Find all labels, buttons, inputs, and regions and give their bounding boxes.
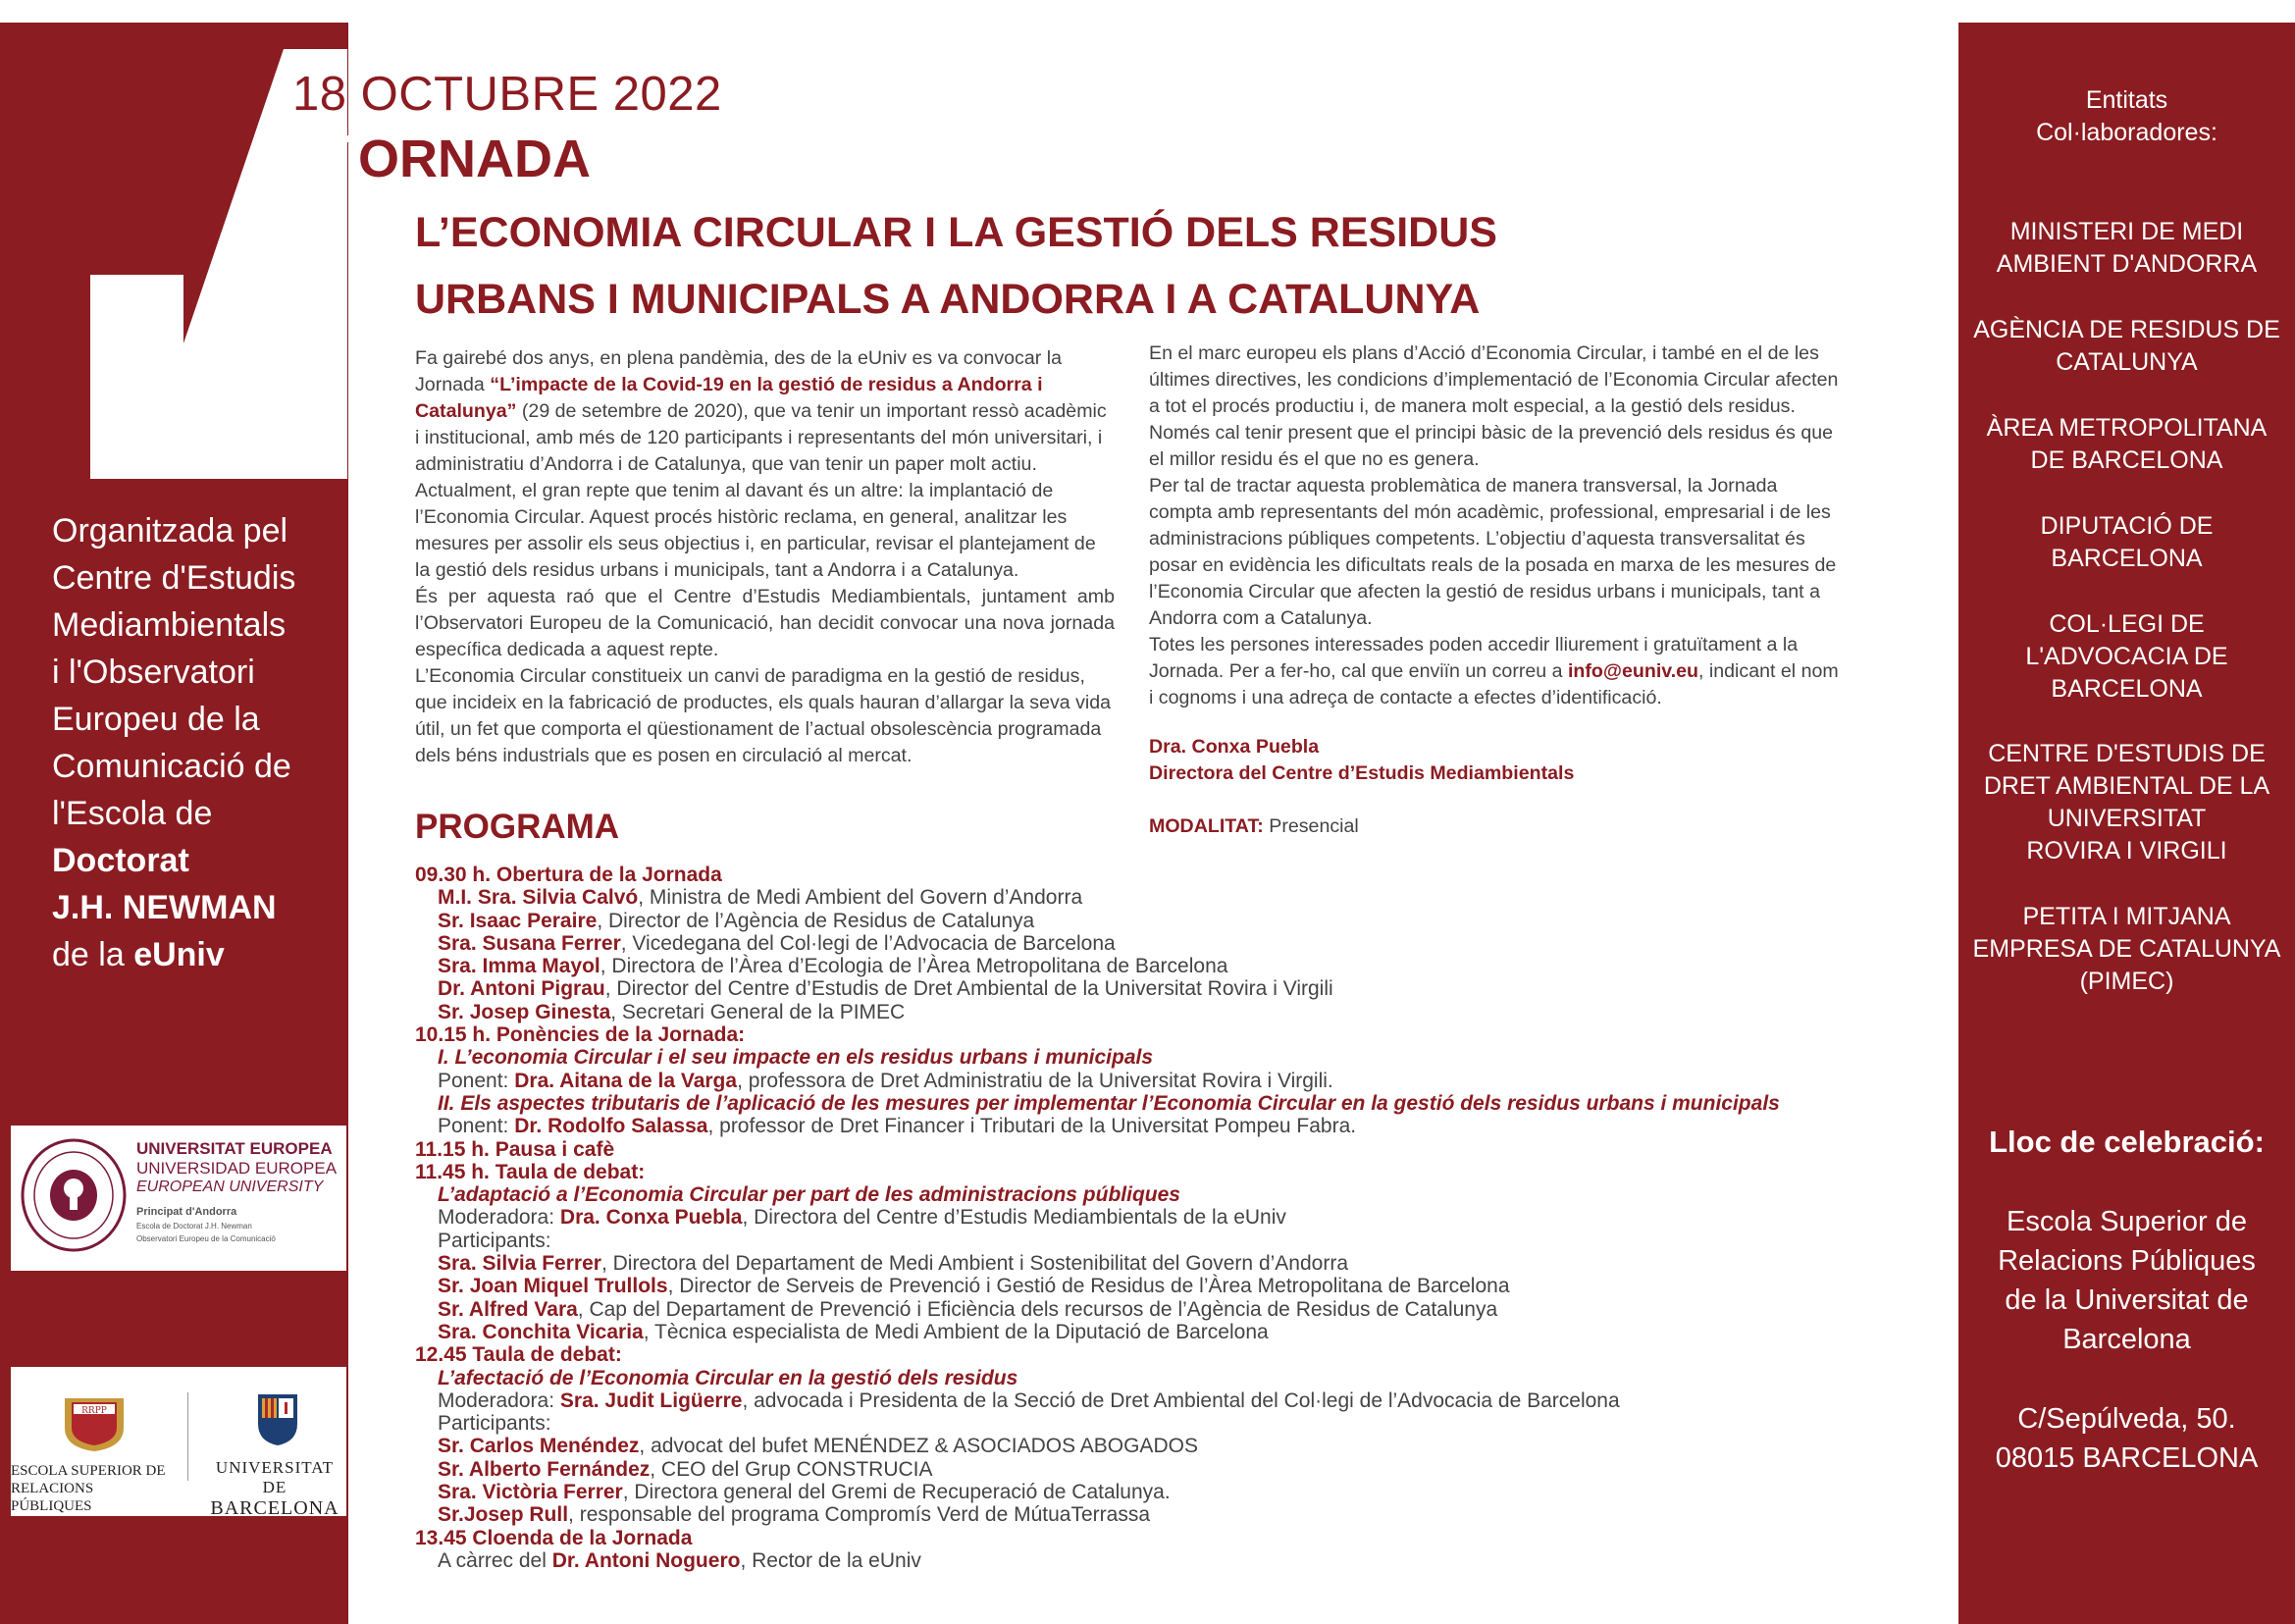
- org-line: Organitzada pel: [52, 512, 288, 550]
- speaker-line: [415, 886, 1946, 909]
- collaborator-entity-line: (PIMEC): [2079, 968, 2174, 995]
- schedule-time-heading: [415, 1527, 1946, 1549]
- venue-address: [1962, 1399, 2291, 1478]
- speaker-description: , professora de Dret Administratiu de la Universitat Rovira i Virgili.: [737, 1069, 1333, 1092]
- speaker-line: [415, 1115, 1946, 1137]
- speaker-name: Dr. Antoni Noguero: [551, 1548, 741, 1572]
- speaker-description: , Vicedegana del Col·legi de l’Advocacia de Barcelona: [620, 931, 1116, 955]
- org-newman: J.H. NEWMAN: [52, 889, 277, 926]
- speaker-description: , Rector de la eUniv: [740, 1548, 921, 1572]
- session-title: [415, 1046, 1946, 1069]
- speaker-name: Dr. Antoni Pigrau: [438, 977, 605, 1001]
- intro-paragraph: L’Economia Circular constitueix un canvi de paradigma en la gestió de residus, que incideix en la fabricació de productes, els quals hauran d’allargar la seva vida útil, un fet que comporta el qüestionament de l’actual obsolescència programada dels béns industrials que es posen en circulació al mercat.: [415, 665, 1112, 766]
- collaborator-entity-line: ROVIRA I VIRGILI: [2026, 837, 2227, 864]
- collaborator-entity-line: CENTRE D'ESTUDIS DE: [1988, 740, 2266, 767]
- speaker-name: Sr. Josep Ginesta: [438, 1000, 611, 1023]
- speaker-name: Sr. Carlos Menéndez: [438, 1435, 640, 1458]
- speaker-description: , Directora de l’Àrea d’Ecologia de l’Àrea Metropolitana de Barcelona: [600, 955, 1228, 978]
- speaker-line: [415, 1481, 1946, 1503]
- logo1-line2: UNIVERSIDAD EUROPEA: [136, 1159, 338, 1178]
- speaker-line: [415, 1503, 1946, 1526]
- participants-label: [415, 1230, 1946, 1252]
- signature-name: Dra. Conxa Puebla: [1149, 736, 1320, 758]
- speaker-role-prefix: Moderadora:: [438, 1206, 560, 1230]
- programa-schedule: [415, 864, 1946, 1572]
- org-line: Mediambientals: [52, 606, 287, 644]
- speaker-line: [415, 977, 1946, 1000]
- speaker-line: [415, 1206, 1946, 1229]
- venue-line: Escola Superior de: [2006, 1206, 2248, 1237]
- collaborator-entity-line: EMPRESA DE CATALUNYA: [1972, 935, 2281, 963]
- speaker-line: [415, 1435, 1946, 1457]
- contact-email-link[interactable]: info@euniv.eu: [1567, 660, 1699, 682]
- session-title-text: L’afectació de l’Economia Circular en la gestió dels residus: [438, 1366, 1018, 1389]
- session-title: [415, 1092, 1946, 1115]
- svg-text:RRPP: RRPP: [81, 1406, 107, 1416]
- speaker-role-prefix: A càrrec del: [438, 1548, 552, 1572]
- universitat-europea-logo: [11, 1126, 346, 1271]
- collaborators-heading: [1962, 84, 2291, 149]
- intro-text: , indicant el nom i cognoms i una adreça de contacte a efectes d’identificació.: [1149, 660, 1839, 708]
- participants-label-text: Participants:: [438, 1229, 551, 1252]
- schedule-time-heading: [415, 864, 1946, 886]
- esrp-line1: ESCOLA SUPERIOR DE: [11, 1463, 166, 1479]
- collaborator-entity: [1962, 901, 2291, 998]
- speaker-description: , advocada i Presidenta de la Secció de Dret Ambiental del Col·legi de l’Advocacia de Barcelona: [742, 1388, 1620, 1412]
- speaker-role-prefix: Ponent:: [438, 1115, 515, 1138]
- speaker-name: Dra. Conxa Puebla: [559, 1206, 743, 1230]
- org-doctorat: Doctorat: [52, 842, 189, 879]
- intro-paragraph: És per aquesta raó que el Centre d’Estudis Mediambientals, juntament amb l’Observatori Europeu de la Comunicació, han decidit convocar una nova jornada específica dedicada a aquest repte.: [415, 586, 1115, 660]
- speaker-description: , Cap del Departament de Prevenció i Eficiència dels recursos de l’Agència de Residus de Catalunya: [577, 1297, 1498, 1321]
- venue-name: [1962, 1202, 2291, 1359]
- session-title-text: II. Els aspectes tributaris de l’aplicació de les mesures per implementar l’Economia Circular en la gestió dels residus urbans i municipals: [438, 1091, 1780, 1115]
- schedule-time-text: 13.45 Cloenda de la Jornada: [415, 1526, 693, 1549]
- schedule-time-text: 12.45 Taula de debat:: [415, 1343, 622, 1367]
- schedule-time-text: 11.45 h. Taula de debat:: [415, 1160, 646, 1183]
- speaker-line: [415, 1549, 1946, 1572]
- event-title-line-2: URBANS I MUNICIPALS A ANDORRA I A CATALUNYA: [415, 276, 1481, 323]
- speaker-line: [415, 1321, 1946, 1343]
- speaker-description: , Directora del Centre d’Estudis Mediambientals de la eUniv: [742, 1206, 1286, 1230]
- collaborator-entity-line: BARCELONA: [2051, 545, 2203, 572]
- schedule-time-text: 10.15 h. Ponències de la Jornada:: [415, 1023, 746, 1047]
- collaborator-entity-line: AGÈNCIA DE RESIDUS DE: [1973, 316, 2280, 343]
- intro-paragraph: [1149, 632, 1845, 711]
- collaborator-entity: [1962, 314, 2291, 379]
- logo1-line5: Escola de Doctorat J.H. Newman: [136, 1222, 252, 1231]
- speaker-description: , Directora del Departament de Medi Ambient i Sostenibilitat del Govern d’Andorra: [600, 1252, 1348, 1276]
- ub-line2: BARCELONA: [210, 1497, 339, 1519]
- intro-paragraph: En el marc europeu els plans d’Acció d’Economia Circular, i també en el de les últimes directives, les condicions d’implementació de l’Economia Circular afecten a tot el procés productiu i, de manera molt especial, a la gestió dels residus. Només cal tenir present que el principi bàsic de la prevenció dels residus és que el millor residu és el que no es genera.: [1149, 342, 1839, 470]
- schedule-time-heading: [415, 1138, 1946, 1161]
- session-title: [415, 1183, 1946, 1206]
- speaker-line: [415, 1389, 1946, 1412]
- logo1-line1: UNIVERSITAT EUROPEA: [136, 1139, 333, 1158]
- speaker-name: Sr. Isaac Peraire: [438, 909, 598, 932]
- ub-line1: UNIVERSITAT DE: [215, 1458, 335, 1496]
- participants-label-text: Participants:: [438, 1412, 551, 1436]
- jornada-heading: ORNADA: [358, 130, 591, 188]
- speaker-description: , Directora general del Gremi de Recuperació de Catalunya.: [622, 1481, 1171, 1504]
- collaborator-entity-line: CATALUNYA: [2056, 348, 2198, 376]
- schedule-time-heading: [415, 1023, 1946, 1046]
- programa-heading: PROGRAMA: [415, 808, 620, 846]
- speaker-description: , Ministra de Medi Ambient del Govern d’Andorra: [638, 886, 1083, 910]
- date-underline: [285, 135, 349, 142]
- intro-column-2: [1149, 341, 1845, 711]
- venue-line: Relacions Públiques: [1998, 1245, 2256, 1277]
- session-title-text: L’adaptació a l’Economia Circular per part de les administracions públiques: [438, 1183, 1180, 1207]
- speaker-name: Sra. Silvia Ferrer: [438, 1252, 601, 1276]
- speaker-name: Sr. Alberto Fernández: [438, 1457, 651, 1481]
- speaker-line: [415, 1458, 1946, 1481]
- org-line: l'Escola de: [52, 795, 213, 832]
- organizer-text: [52, 507, 337, 978]
- org-de-la: de la: [52, 936, 134, 973]
- intro-text: Totes les persones interessades poden accedir lliurement i gratuïtament a la Jornada. Per a fer-ho, cal que enviïn un correu a: [1149, 634, 1799, 682]
- collaborator-entity-line: DRET AMBIENTAL DE LA: [1983, 772, 2270, 800]
- schedule-time-heading: [415, 1343, 1946, 1366]
- speaker-description: , professor de Dret Financer i Tributari de la Universitat Pompeu Fabra.: [707, 1115, 1357, 1138]
- org-line: Centre d'Estudis: [52, 559, 296, 597]
- speaker-description: , CEO del Grup CONSTRUCIA: [650, 1457, 933, 1481]
- collaborator-entity-line: UNIVERSITAT: [2047, 805, 2207, 832]
- speaker-line: [415, 955, 1946, 977]
- speaker-name: Sr. Joan Miquel Trullols: [438, 1275, 668, 1298]
- collaborator-entity-line: L'ADVOCACIA DE: [2025, 643, 2228, 670]
- collaborator-entity: [1962, 510, 2291, 575]
- collaborator-entity-line: AMBIENT D'ANDORRA: [1996, 250, 2258, 278]
- collaborator-entity-line: PETITA I MITJANA: [2022, 903, 2231, 930]
- collaborator-entity: [1962, 738, 2291, 867]
- collaborator-entity: [1962, 608, 2291, 706]
- speaker-description: , responsable del programa Compromís Verd de MútuaTerrassa: [568, 1503, 1150, 1527]
- org-euniv: eUniv: [133, 936, 225, 973]
- speaker-line: [415, 1252, 1946, 1275]
- intro-text: (29 de setembre de 2020), que va tenir un important ressò acadèmic i institucional, amb més de 120 participants i representants del món universitari, i administratiu d’Andorra i de Catalunya, que van tenir un paper molt actiu.: [415, 400, 1107, 475]
- university-seal-icon: [19, 1137, 129, 1253]
- collaborators-heading-line1: Entitats: [2085, 86, 2168, 114]
- collaborator-entity-line: ÀREA METROPOLITANA: [1986, 414, 2268, 442]
- venue-line: de la Universitat de: [2005, 1284, 2249, 1316]
- logo1-line6: Observatori Europeu de la Comunicació: [136, 1234, 276, 1243]
- intro-paragraph: Per tal de tractar aquesta problemàtica de manera transversal, la Jornada compta amb representants del món acadèmic, professional, empresarial i de les administracions públiques competents. L’objectiu d’aquesta transversalitat és posar en evidència les dificultats reals de la posada en marxa de les mesures de l’Economia Circular que afecten la gestió de residus urbans i municipals, tant a Andorra com a Catalunya.: [1149, 475, 1837, 629]
- esrp-ub-logos: [11, 1367, 346, 1519]
- schedule-time-text: 09.30 h. Obertura de la Jornada: [415, 864, 722, 886]
- previous-jornada-title: “L’impacte de la Covid-19 en la gestió de residus a Andorra i Catalunya”: [415, 374, 1043, 422]
- logo-divider: [187, 1392, 188, 1481]
- modalitat-label: MODALITAT:: [1149, 815, 1264, 837]
- speaker-description: , advocat del bufet MENÉNDEZ & ASOCIADOS ABOGADOS: [639, 1435, 1198, 1458]
- venue-line: Barcelona: [2062, 1324, 2191, 1355]
- speaker-name: Sra. Judit Ligüerre: [559, 1388, 743, 1412]
- intro-text: Fa gairebé dos anys, en plena pandèmia, des de la eUniv es va convocar la Jornada: [415, 347, 1062, 395]
- esrp-crest-icon: [60, 1390, 129, 1453]
- signature-role: Directora del Centre d’Estudis Mediambientals: [1149, 762, 1575, 784]
- speaker-description: , Director de Serveis de Prevenció i Gestió de Residus de l’Àrea Metropolitana de Barcelona: [667, 1275, 1510, 1298]
- logo1-line4: Principat d'Andorra: [136, 1206, 237, 1218]
- collaborators-heading-line2: Col·laboradores:: [2036, 119, 2217, 146]
- speaker-line: [415, 1275, 1946, 1297]
- org-line: Comunicació de: [52, 748, 291, 785]
- event-title-line-1: L’ECONOMIA CIRCULAR I LA GESTIÓ DELS RESIDUS: [415, 209, 1497, 256]
- event-date: 18 OCTUBRE 2022: [292, 68, 722, 121]
- speaker-name: Sra. Susana Ferrer: [438, 931, 621, 955]
- org-line: Europeu de la: [52, 701, 260, 738]
- speaker-line: [415, 1298, 1946, 1321]
- speaker-description: , Director del Centre d’Estudis de Dret Ambiental de la Universitat Rovira i Virgili: [604, 977, 1333, 1001]
- speaker-line: [415, 932, 1946, 955]
- address-line: 08015 BARCELONA: [1995, 1442, 2259, 1474]
- speaker-name: Sra. Imma Mayol: [438, 955, 600, 978]
- speaker-description: , Secretari General de la PIMEC: [610, 1000, 906, 1023]
- speaker-name: Dra. Aitana de la Varga: [514, 1069, 738, 1092]
- venue-label: Lloc de celebració:: [1989, 1125, 2265, 1159]
- collaborator-entity: [1962, 412, 2291, 477]
- ub-crest-icon: [256, 1392, 299, 1447]
- speaker-name: Dr. Rodolfo Salassa: [514, 1115, 708, 1138]
- collaborator-entity-line: BARCELONA: [2051, 675, 2203, 703]
- collaborator-entity: [1962, 216, 2291, 281]
- session-title: [415, 1367, 1946, 1389]
- schedule-time-heading: [415, 1161, 1946, 1183]
- speaker-name: Sr.Josep Rull: [438, 1503, 569, 1527]
- collaborator-entity-line: DIPUTACIÓ DE: [2040, 512, 2214, 540]
- collaborator-entity-line: COL·LEGI DE: [2049, 610, 2205, 638]
- esrp-line2: RELACIONS PÚBLIQUES: [11, 1481, 94, 1514]
- org-line: i l'Observatori: [52, 654, 255, 691]
- collaborator-entity-line: DE BARCELONA: [2030, 446, 2223, 474]
- intro-paragraph: [415, 345, 1115, 478]
- logo1-line3: EUROPEAN UNIVERSITY: [136, 1179, 324, 1195]
- speaker-role-prefix: Ponent:: [438, 1069, 515, 1092]
- participants-label: [415, 1412, 1946, 1435]
- address-line: C/Sepúlveda, 50.: [2017, 1403, 2236, 1435]
- speaker-description: , Tècnica especialista de Medi Ambient de la Diputació de Barcelona: [643, 1320, 1269, 1343]
- modalitat-value: Presencial: [1263, 815, 1359, 837]
- speaker-name: Sr. Alfred Vara: [438, 1297, 578, 1321]
- collaborator-entity-line: MINISTERI DE MEDI: [2009, 218, 2244, 245]
- speaker-name: Sra. Conchita Vicaria: [438, 1320, 644, 1343]
- speaker-line: [415, 1001, 1946, 1023]
- session-title-text: I. L’economia Circular i el seu impacte en els residus urbans i municipals: [438, 1046, 1154, 1070]
- speaker-name: M.I. Sra. Silvia Calvó: [438, 886, 639, 910]
- speaker-description: , Director de l’Agència de Residus de Catalunya: [597, 909, 1035, 932]
- speaker-line: [415, 910, 1946, 932]
- intro-paragraph: Actualment, el gran repte que tenim al davant és un altre: la implantació de l’Economia Circular. Aquest procés històric reclama, en general, analitzar les mesures per assolir els seus objectius i, en particular, revisar el plantejament de la gestió dels residus urbans i municipals, tant a Andorra i a Catalunya.: [415, 480, 1096, 581]
- schedule-time-text: 11.15 h. Pausa i cafè: [415, 1137, 615, 1161]
- speaker-role-prefix: Moderadora:: [438, 1388, 560, 1412]
- modalitat: [1149, 815, 1359, 838]
- speaker-name: Sra. Victòria Ferrer: [438, 1481, 623, 1504]
- speaker-line: [415, 1070, 1946, 1092]
- intro-column-1: [415, 345, 1115, 769]
